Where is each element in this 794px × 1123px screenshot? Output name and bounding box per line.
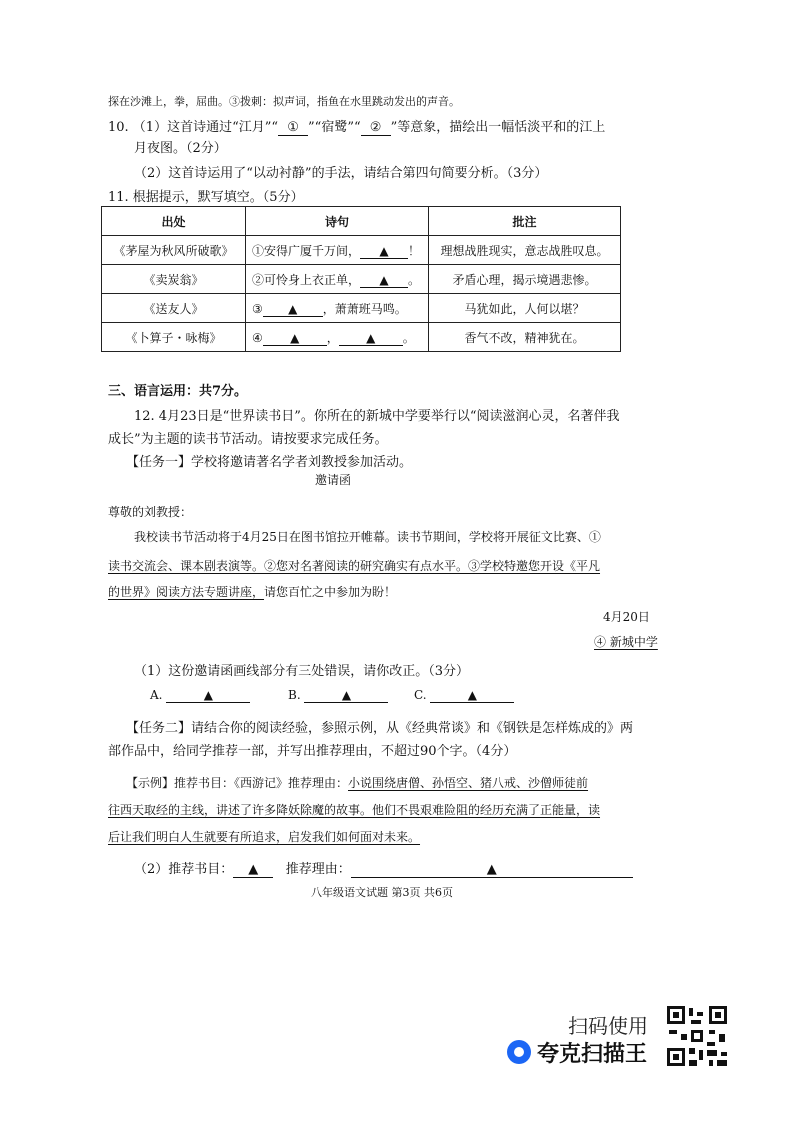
q10-part1-cont: 月夜图。（2分） xyxy=(134,141,227,156)
option-b: B. ▲ xyxy=(288,688,388,703)
page-footer: 八年级语文试题 第3页 共6页 xyxy=(311,886,453,899)
example-line2: 往西天取经的主线，讲述了许多降妖除魔的故事。他们不畏艰难险阻的经历充满了正能量，读 xyxy=(108,803,601,817)
q12-part1: （1）这份邀请函画线部分有三处错误，请你改正。（3分） xyxy=(134,664,470,679)
answer-blank-c[interactable]: ▲ xyxy=(430,688,514,703)
q10-blank-1[interactable]: ① xyxy=(278,120,308,136)
q12-line2: 成长”为主题的读书节活动。请按要求完成任务。 xyxy=(108,432,388,447)
letter-body-1: 我校读书节活动将于4月25日在图书馆拉开帷幕。读书节期间，学校将开展征文比赛、① xyxy=(134,530,601,544)
row-verse: ①安得广厦千万间， ▲ ！ xyxy=(246,236,429,265)
answer-blank[interactable]: ▲ xyxy=(263,302,323,317)
task1: 【任务一】学校将邀请著名学者刘教授参加活动。 xyxy=(126,455,413,470)
row-verse: ④ ▲ ， ▲ 。 xyxy=(246,323,429,352)
row-note: 理想战胜现实，意志战胜叹息。 xyxy=(429,236,621,265)
book-blank[interactable]: ▲ xyxy=(233,862,273,878)
scan-text: 扫码使用 xyxy=(568,1014,648,1038)
brand-name: 夸克扫描王 xyxy=(537,1042,648,1067)
option-a: A. ▲ xyxy=(150,688,250,703)
letter-body-2: 读书交流会、课本剧表演等。②您对名著阅读的研究确实有点水平。③学校特邀您开设《平凡 xyxy=(108,559,601,573)
example-line1: 【示例】推荐书目：《西游记》推荐理由：小说围绕唐僧、孙悟空、猪八戒、沙僧师徒前 xyxy=(126,776,589,790)
answer-blank[interactable]: ▲ xyxy=(339,331,403,346)
table-row xyxy=(102,294,621,323)
example-line3: 后让我们明白人生就要有所追求，启发我们如何面对未来。 xyxy=(108,830,421,844)
letter-body-3: 的世界》阅读方法专题讲座，请您百忙之中参加为盼！ xyxy=(108,585,397,599)
q10-part2: （2）这首诗运用了“以动衬静”的手法，请结合第四句简要分析。（3分） xyxy=(134,166,548,181)
poem-table xyxy=(101,206,621,352)
letter-signature: ④ 新城中学 xyxy=(594,635,658,649)
brand-logo-icon xyxy=(507,1040,531,1064)
header-verse: 诗句 xyxy=(246,207,429,236)
q12-line1: 12. 4月23日是“世界读书日”。你所在的新城中学要举行以“阅读滋润心灵，名著伴我 xyxy=(134,409,620,424)
row-note: 矛盾心理，揭示境遇悲惨。 xyxy=(429,265,621,294)
table-header-row xyxy=(102,207,621,236)
option-c: C. ▲ xyxy=(414,688,514,703)
row-note: 马犹如此，人何以堪？ xyxy=(429,294,621,323)
qr-code-icon[interactable] xyxy=(667,1006,727,1066)
header-source: 出处 xyxy=(102,207,246,236)
answer-blank[interactable]: ▲ xyxy=(360,273,408,288)
task2-line1: 【任务二】请结合你的阅读经验，参照示例，从《经典常谈》和《钢铁是怎样炼成的》两 xyxy=(126,721,634,736)
answer-blank-a[interactable]: ▲ xyxy=(166,688,250,703)
answer-blank-b[interactable]: ▲ xyxy=(304,688,388,703)
q11-title: 11. 根据提示，默写填空。（5分） xyxy=(108,190,304,205)
letter-salutation: 尊敬的刘教授： xyxy=(108,505,193,519)
intro-line: 探在沙滩上，拳，屈曲。③拨刺：拟声词，指鱼在水里跳动发出的声音。 xyxy=(108,95,460,108)
header-note: 批注 xyxy=(429,207,621,236)
q10-blank-2[interactable]: ② xyxy=(361,120,391,136)
row-verse: ③ ▲ ，萧萧班马鸣。 xyxy=(246,294,429,323)
row-note: 香气不改，精神犹在。 xyxy=(429,323,621,352)
letter-date: 4月20日 xyxy=(603,610,650,624)
reason-blank[interactable]: ▲ xyxy=(351,862,633,878)
letter-title: 邀请函 xyxy=(315,473,352,487)
answer-blank[interactable]: ▲ xyxy=(263,331,327,346)
q10-part1: 10. （1）这首诗通过“江月”“ ① ”“宿鹭”“ ② ”等意象，描绘出一幅恬淡平和的江上 xyxy=(108,120,606,135)
row-source: 《送友人》 xyxy=(102,294,246,323)
table-row xyxy=(102,323,621,352)
row-verse: ②可怜身上衣正单， ▲ 。 xyxy=(246,265,429,294)
section-heading: 三、语言运用：共7分。 xyxy=(108,384,248,399)
task2-line2: 部作品中，给同学推荐一部，并写出推荐理由，不超过90个字。（4分） xyxy=(108,744,517,759)
row-source: 《茅屋为秋风所破歌》 xyxy=(102,236,246,265)
table-row xyxy=(102,236,621,265)
answer-blank[interactable]: ▲ xyxy=(360,244,408,259)
row-source: 《卜算子・咏梅》 xyxy=(102,323,246,352)
q12-part2: （2）推荐书目： ▲ 推荐理由： ▲ xyxy=(134,858,633,878)
row-source: 《卖炭翁》 xyxy=(102,265,246,294)
table-row xyxy=(102,265,621,294)
